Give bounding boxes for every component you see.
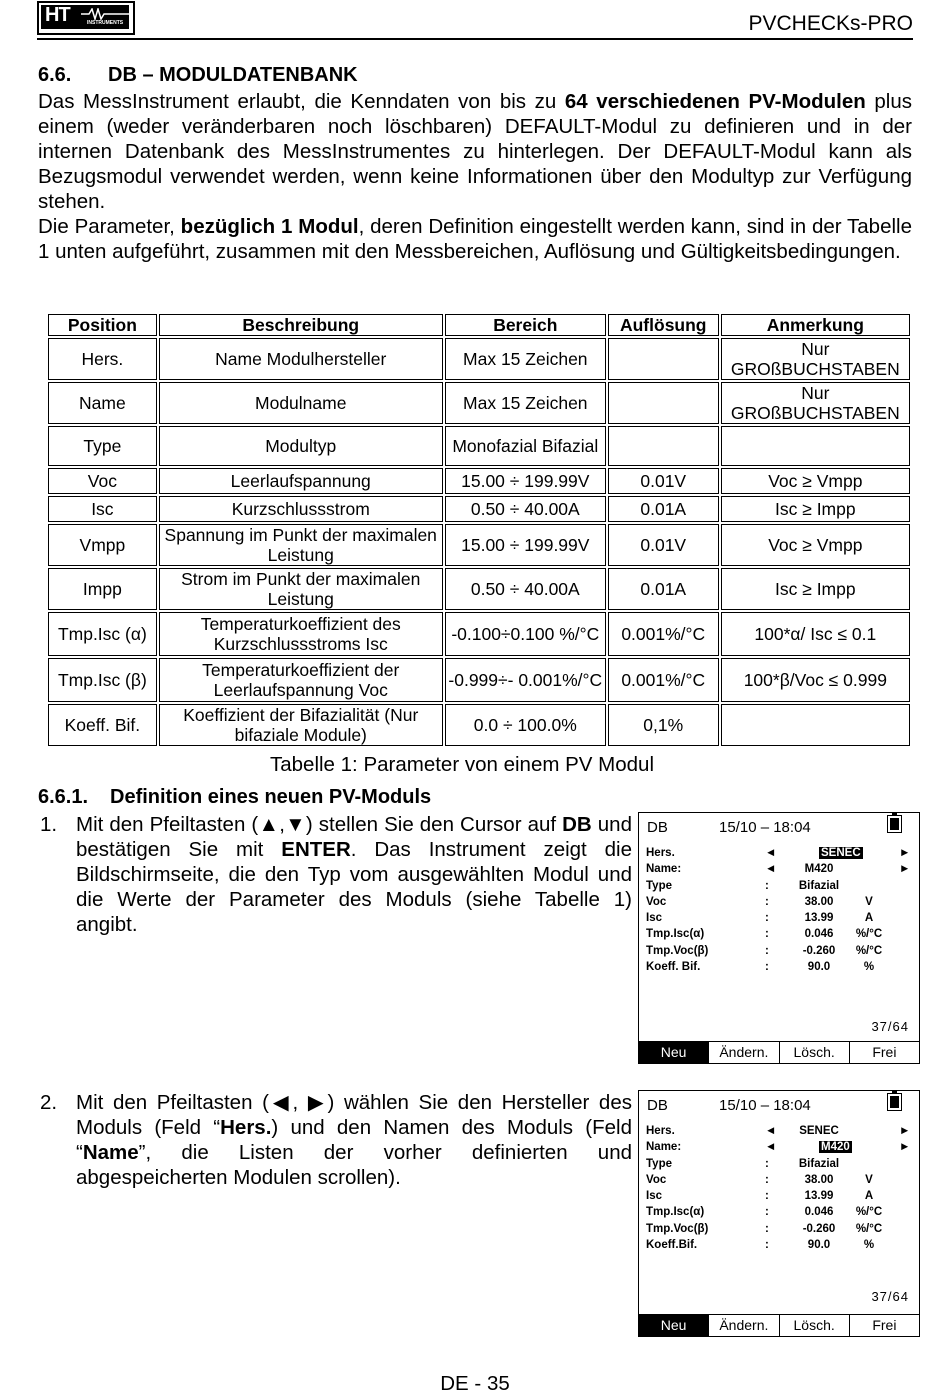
section-heading: 6.6. DB – MODULDATENBANK [38,64,358,86]
screen-param-list [639,1125,919,1255]
arrow-right-icon: ► [899,863,911,876]
screen-mode-label: DB [647,819,668,836]
intro-paragraph-1: Das MessInstrument erlaubt, die Kenndaten von bis zu 64 verschiedenen PV-Modulen plus einem (weder veränderbaren noch löschbaren) DEFAULT-Modul zu definieren und in der internen Datenbank des MessInstrumentes zu hinterlegen. Der DEFAULT-Modul kann als Bezugsmodul verwendet werden, wenn keine Informationen über den Modultyp zur Verfügung stehen. [38,90,912,213]
col-header: Bereich [445,314,606,336]
col-header: Beschreibung [159,314,443,336]
softkey-frei[interactable]: Frei [849,1042,919,1063]
arrow-left-icon: ◄ [765,863,777,876]
screen-row-hers[interactable]: Hers. ◄ SENEC ► [646,847,911,859]
battery-full-icon [887,1093,902,1111]
arrow-right-icon: ► [899,1141,911,1154]
softkey-neu[interactable]: Neu [639,1315,708,1336]
page-number: DE - 35 [440,1372,510,1395]
page-counter: 37/64 [871,1019,909,1034]
col-header: Position [48,314,157,336]
screen-row: Tmp.Voc(β) : -0.260 %/°C [646,1222,883,1235]
screen-row-hers[interactable]: Hers. ◄ SENEC ► [646,1125,911,1137]
page-header [37,0,913,40]
screen-param-list [639,847,919,977]
table-row: Type Modultyp Monofazial Bifazial [48,426,910,466]
screen-row: Koeff. Bif. : 90.0 % [646,961,875,974]
softkey-frei[interactable]: Frei [849,1315,919,1336]
screen-row: Voc : 38.00 V [646,895,873,908]
table-row: Hers. Name Modulhersteller Max 15 Zeichen Nur GROßBUCHSTABEN [48,338,910,380]
table-row: Tmp.Isc (β) Temperaturkoeffizient der Leerlaufspannung Voc -0.999÷- 0.001%/°C 0.001%/°C 100*β/Voc ≤ 0.999 [48,658,910,702]
table-row: Vmpp Spannung im Punkt der maximalen Leistung 15.00 ÷ 199.99V 0.01V Voc ≥ Vmpp [48,524,910,566]
screen-mode-label: DB [647,1097,668,1114]
table-row: Name Modulname Max 15 Zeichen Nur GROßBUCHSTABEN [48,382,910,424]
screen-row: Voc : 38.00 V [646,1173,873,1186]
arrow-left-icon: ◄ [765,1141,777,1154]
document-title: PVCHECKs-PRO [748,12,913,35]
col-header: Anmerkung [721,314,910,336]
arrow-right-icon: ► [899,1125,911,1137]
screen-row-name[interactable]: Name: ◄ M420 ► [646,1141,911,1154]
table-header-row [48,314,910,336]
softkey-loesch[interactable]: Lösch. [779,1042,849,1063]
arrow-left-icon: ◄ [765,847,777,859]
softkey-neu[interactable]: Neu [639,1042,708,1063]
softkey-bar [639,1041,919,1063]
screen-row: Type : Bifazial [646,1157,840,1170]
screen-row: Isc : 13.99 A [646,912,874,925]
screen-row: Type : Bifazial [646,879,840,892]
screen-datetime: 15/10 – 18:04 [719,1097,811,1114]
arrow-right-icon: ► [899,847,911,859]
battery-full-icon [887,815,902,833]
instrument-screen-2 [638,1090,920,1337]
step-2: 2. Mit den Pfeiltasten (◀, ▶) wählen Sie den Hersteller des Moduls (Feld “Hers.) und den Namen des Moduls (Feld “Name”, die Listen der vorher definierten und abgespeicherten Modulen scrollen). [40,1091,632,1189]
softkey-aendern[interactable]: Ändern. [708,1042,778,1063]
screen-row: Isc : 13.99 A [646,1190,874,1203]
softkey-aendern[interactable]: Ändern. [708,1315,778,1336]
table-row: Voc Leerlaufspannung 15.00 ÷ 199.99V 0.01V Voc ≥ Vmpp [48,468,910,494]
col-header: Auflösung [608,314,719,336]
screen-row: Koeff.Bif. : 90.0 % [646,1239,875,1252]
page-counter: 37/64 [871,1289,909,1304]
softkey-bar [639,1314,919,1336]
screen-row: Tmp.Isc(α) : 0.046 %/°C [646,928,883,941]
parameter-table [46,312,912,748]
screen-datetime: 15/10 – 18:04 [719,819,811,836]
intro-paragraph-2: Die Parameter, bezüglich 1 Modul, deren Definition eingestellt werden kann, sind in der Tabelle 1 unten aufgeführt, zusammen mit den Messbereichen, Auflösung und Gültigkeitsbedingungen. [38,215,912,263]
table-caption: Tabelle 1: Parameter von einem PV Modul [270,753,655,776]
table-row: Isc Kurzschlussstrom 0.50 ÷ 40.00A 0.01A Isc ≥ Impp [48,496,910,522]
arrow-left-icon: ◄ [765,1125,777,1137]
instrument-screen-1 [638,812,920,1064]
table-row: Impp Strom im Punkt der maximalen Leistung 0.50 ÷ 40.00A 0.01A Isc ≥ Impp [48,568,910,610]
ht-logo: HT INSTRUMENTS [37,1,135,35]
waveform-icon [81,8,129,20]
step-1: 1. Mit den Pfeiltasten (▲,▼) stellen Sie den Cursor auf DB und bestätigen Sie mit ENTER. Das Instrument zeigt die Bildschirmseite, die den Typ vom ausgewählten Modul und die Werte der Parameter des Moduls (siehe Tabelle 1) angibt. [40,813,632,936]
screen-row-name[interactable]: Name: ◄ M420 ► [646,863,911,876]
table-row: Tmp.Isc (α) Temperaturkoeffizient des Kurzschlussstroms Isc -0.100÷0.100 %/°C 0.001%/°C 100*α/ Isc ≤ 0.1 [48,612,910,656]
table-row: Koeff. Bif. Koeffizient der Bifazialität (Nur bifaziale Module) 0.0 ÷ 100.0% 0,1% [48,704,910,746]
screen-row: Tmp.Isc(α) : 0.046 %/°C [646,1206,883,1219]
screen-row: Tmp.Voc(β) : -0.260 %/°C [646,944,883,957]
softkey-loesch[interactable]: Lösch. [779,1315,849,1336]
subsection-heading: 6.6.1. Definition eines neuen PV-Moduls [38,786,432,808]
